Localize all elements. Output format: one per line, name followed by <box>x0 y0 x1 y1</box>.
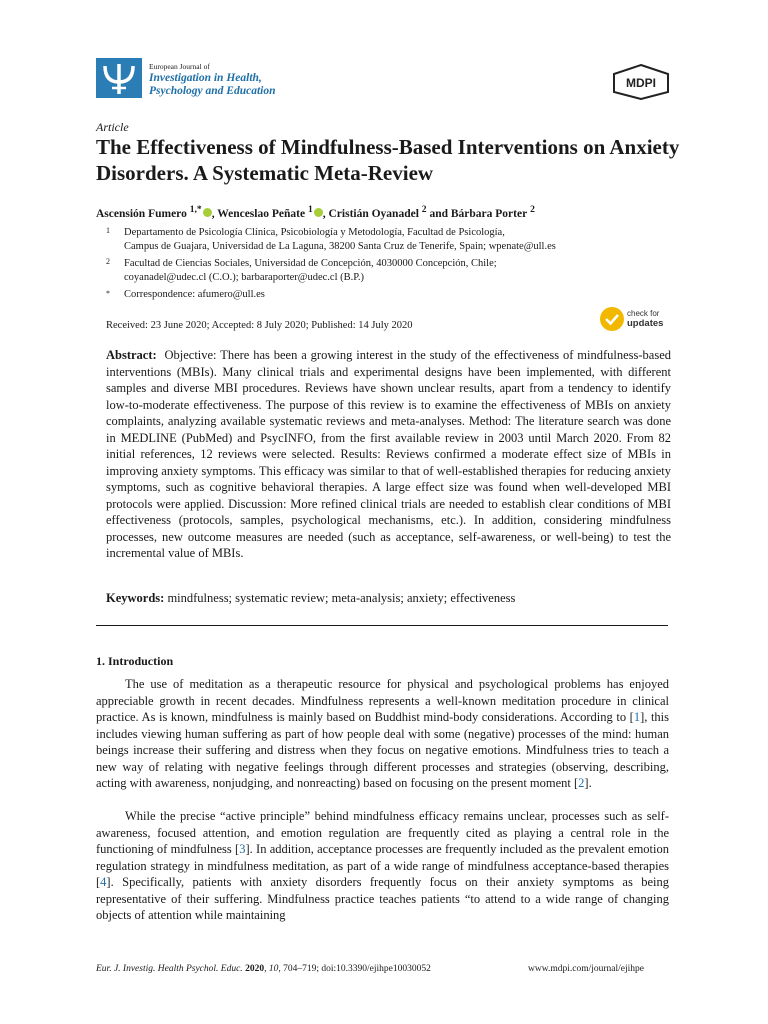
keywords-text: mindfulness; systematic review; meta-analysis; anxiety; effectiveness <box>167 591 516 605</box>
author-name: Wenceslao Peñate <box>217 207 306 220</box>
mdpi-logo-text: MDPI <box>626 76 656 90</box>
correspondence-marker: * <box>106 289 110 298</box>
affiliation-line: Departamento de Psicología Clínica, Psicobiología y Metodología, Facultad de Psicología, <box>124 227 505 238</box>
journal-name[interactable] <box>149 72 276 98</box>
author-name: Bárbara Porter <box>450 207 528 220</box>
journal-name-line-2: Psychology and Education <box>149 85 276 97</box>
mdpi-logo[interactable] <box>612 64 670 100</box>
paper-title: The Effectiveness of Mindfulness-Based Interventions on Anxiety Disorders. A Systematic Meta-Review <box>96 135 680 185</box>
author-affiliation-sup: 2 <box>530 204 535 215</box>
reference-link[interactable]: 1 <box>633 710 641 724</box>
paragraph-text: ]. <box>584 776 592 790</box>
author-affiliation-sup: 2 <box>421 204 427 215</box>
check-updates-label-1: check for <box>627 309 660 318</box>
orcid-icon[interactable] <box>314 208 323 217</box>
affiliation-2 <box>124 257 664 285</box>
intro-paragraph-1 <box>96 676 669 792</box>
section-heading: 1. Introduction <box>96 654 174 668</box>
intro-paragraph-2 <box>96 808 669 924</box>
abstract <box>106 347 671 562</box>
journal-abbrev: Eur. J. Investig. Health Psychol. Educ. <box>96 964 243 974</box>
correspondence: Correspondence: afumero@ull.es <box>124 289 265 300</box>
abstract-label: Abstract: <box>106 348 157 362</box>
footer-year: 2020 <box>245 964 265 974</box>
reference-link[interactable]: 3 <box>239 842 246 856</box>
article-type: Article <box>96 120 129 134</box>
affiliation-line: Facultad de Ciencias Sociales, Universidad de Concepción, 4030000 Concepción, Chile; <box>124 258 497 269</box>
journal-small-label: European Journal of <box>149 62 210 71</box>
abstract-text: Objective: There has been a growing interest in the study of the effectiveness of mindfulness-based interventions (MBIs). Many clinical trials and experimental designs have been implemented, with different samples and diverse MBI procedures. Reviews have shown unclear results, apart from a tendency to identify low-to-moderate effectiveness. The purpose of this review is to examine the effectiveness of MBIs on anxiety complaints, analyzing available systematic reviews and meta-analyses. Method: The literature search was done in MEDLINE (PubMed) and PsycINFO, from the first available review in 2003 until March 2020. From 82 initial references, 12 reviews were selected. Results: Reviews confirmed a moderate effect size of MBIs in improving anxiety symptoms. This efficacy was similar to that of well-established therapies for reducing anxiety symptoms, such as cognitive behavioral therapies. A large effect size was found when well-developed MBI protocols were applied. Discussion: More refined clinical trials are needed to establish clear conditions of MBI effectiveness (protocols, samples, psychological mechanisms, etc.). In addition, considering mindfulness processes, new outcome measures are needed (such as acceptance, self-awareness, or well-being) to test the incremental value of MBIs. <box>106 348 672 560</box>
footer-citation: Eur. J. Investig. Health Psychol. Educ. 2020, 10, 704–719; doi:10.3390/ejihpe10030052 <box>96 964 431 974</box>
author-name: Ascensión Fumero <box>96 207 187 220</box>
publication-dates: Received: 23 June 2020; Accepted: 8 July 2020; Published: 14 July 2020 <box>106 320 413 331</box>
journal-url-link[interactable]: www.mdpi.com/journal/ejihpe <box>528 964 644 974</box>
keywords-label: Keywords: <box>106 591 165 605</box>
author-affiliation-sup: 1 <box>307 204 313 215</box>
paragraph-text: ]. In addition, acceptance processes are frequently included as the prevalent emotion regulation strategy in mindfulness meditation, as part of a wide range of mindfulness acceptance-based therapies [ <box>96 842 669 889</box>
journal-name-line-1: Investigation in Health, <box>149 72 262 84</box>
footer-volume: 10 <box>268 964 279 974</box>
reference-link[interactable]: 4 <box>100 875 107 889</box>
affiliation-1 <box>124 226 664 254</box>
check-updates-icon <box>600 307 624 331</box>
affiliation-number: 1 <box>106 226 110 235</box>
affiliation-number: 2 <box>106 257 110 266</box>
affiliation-line: Campus de Guajara, Universidad de La Laguna, 38200 Santa Cruz de Tenerife, Spain; wpenate@ull.es <box>124 241 556 252</box>
paragraph-text: While the precise “active principle” behind mindfulness efficacy remains unclear, processes such as self-awareness, focused attention, and emotion regulation are frequently cited as playing a central role in the functioning of mindfulness [ <box>96 809 669 856</box>
check-updates-label-2: updates <box>627 318 664 329</box>
journal-logo-icon <box>96 58 142 98</box>
check-for-updates-button[interactable] <box>600 307 672 333</box>
author-affiliation-sup: 1,* <box>189 204 202 215</box>
footer-pages-doi[interactable]: , 704–719; doi:10.3390/ejihpe10030052 <box>278 964 431 974</box>
paragraph-text: The use of meditation as a therapeutic resource for physical and psychological problems has enjoyed appreciable growth in recent decades. Mindfulness represents a well-known meditation procedure in clinical practice. As is known, mindfulness is mainly based on Buddhist mind-body considerations. According to [ <box>96 677 669 724</box>
section-divider <box>96 625 668 626</box>
paragraph-text: ]. Specifically, patients with anxiety disorders frequently focus on their anxiety symptoms as being representative of their suffering. Mindfulness practice teaches patients “to attend to a wide range of changing objects of attention while maintaining <box>96 875 669 922</box>
paragraph-text: ], this includes viewing human suffering as part of how people deal with some (negative) processes of the mind: human beings increase their suffering and distress when they focus on negative emotions. Mindfulness tries to teach a new way of relating with negative feelings through different processes and strategies (observing, describing, acting with awareness, nonjudging, and nonreacting) based on focusing on the present moment [ <box>96 710 670 790</box>
affiliation-line: coyanadel@udec.cl (C.O.); barbaraporter@udec.cl (B.P.) <box>124 272 365 283</box>
keywords <box>106 591 671 606</box>
orcid-icon[interactable] <box>203 208 212 217</box>
reference-link[interactable]: 2 <box>578 776 585 790</box>
author-list: Ascensión Fumero $^{1,*}$ , Wenceslao Peñate $^1$ , Cristián Oyanadel $^2$ and Bárbara Porter $^2$ <box>96 204 535 220</box>
author-name: Cristián Oyanadel <box>328 207 419 220</box>
